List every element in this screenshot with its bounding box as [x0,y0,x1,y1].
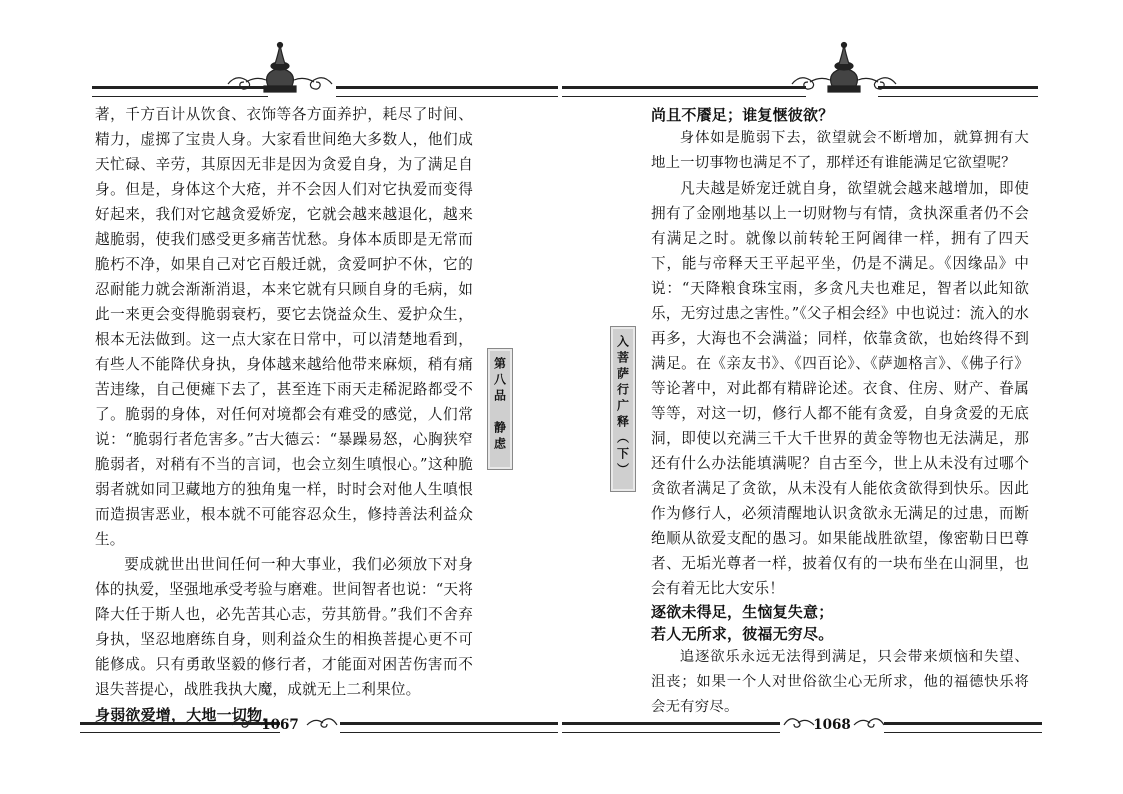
right-page [562,0,1123,794]
header-rule-right-a [562,86,806,97]
left-page [0,0,561,794]
cloud-scroll-icon [852,711,886,731]
treasure-vase-icon [220,40,340,96]
chapter-side-tab [487,348,513,470]
chapter-tab-label: 第八品 静虑 [492,357,507,453]
right-paragraph-1: 身体如是脆弱下去，欲望就会不断增加，就算拥有大地上一切事物也满足不了，那样还有谁能满足它欲望呢？ [651,130,1029,171]
left-body-text [95,102,473,726]
header-rule-left-b [336,86,558,97]
footer-rule-right-b [884,722,1042,733]
right-verse-mid-2: 若人无所求，彼福无穷尽。 [651,625,834,643]
right-verse-top: 尚且不餍足；谁复惬彼欲？ [651,106,834,124]
left-paragraph-1: 著，千方百计从饮食、衣饰等各方面养护，耗尽了时间、精力，虚掷了宝贵人身。大家看世间绝大多数人，他们成天忙碌、辛劳，其原因无非是因为贪爱自身，为了满足自身。但是，身体这个大疮，并不会因人们对它执爱而变得好起来，我们对它越贪爱娇宠，它就会越来越退化，越来越脆弱，使我们感受更多痛苦忧愁。身体本质即是无常而脆朽不净，如果自己对它百般迁就，贪爱呵护不休，它的忍耐能力就会渐渐消退，本来它就有只顾自身的毛病，如此一来更会变得脆弱衰朽，要它去饶益众生、爱护众生，根本无法做到。这一点大家在日常中，可以清楚地看到，有些人不能降伏身执，身体越来越给他带来麻烦，稍有痛苦违缘，自己便瘫下去了，甚至连下雨天走稀泥路都受不了。脆弱的身体，对任何对境都会有难受的感觉，人们常说：“脆弱行者危害多。”古大德云：“暴躁易怒，心胸狭窄脆弱者，对稍有不当的言词，也会立刻生嗔恨心。”这种脆弱者就如同卫藏地方的独角鬼一样，时时会对他人生嗔恨而造损害恶业，根本就不可能容忍众生，修持善法利益众生。 [95,106,473,548]
right-verse-mid-1: 逐欲未得足，生恼复失意； [651,603,834,621]
page-number-right: 1068 [813,717,851,733]
cloud-scroll-icon [305,711,339,731]
footer-rule-right-a [562,722,780,733]
left-verse: 身弱欲爱增，大地一切物， [95,706,278,724]
right-paragraph-3: 追逐欲乐永远无法得到满足，只会带来烦恼和失望、沮丧；如果一个人对世俗欲尘心无所求，他的福德快乐将会无有穷尽。 [651,649,1029,715]
right-paragraph-2: 凡夫越是娇宠迁就自身，欲望就会越来越增加，即使拥有了金刚地基以上一切财物与有情，贪执深重者仍不会有满足之时。就像以前转轮王阿阇律一样，拥有了四天下，能与帝释天王平起平坐，仍是不满足。《因缘品》中说：“天降粮食珠宝雨，多贪凡夫也难足，智者以此知欲乐，无穷过患之害性。”《父子相会经》中也说过：流入的水再多，大海也不会满溢；同样，依靠贪欲，也始终得不到满足。在《亲友书》、《四百论》、《萨迦格言》、《佛子行》等论著中，对此都有精辟论述。衣食、住房、财产、眷属等等，对这一切，修行人都不能有贪爱，自身贪爱的无底洞，即使以充满三千大千世界的黄金等物也无法满足，那还有什么办法能填满呢？自古至今，世上从未没有过哪个贪欲者满足了贪欲，从未没有人能依贪欲得到快乐。因此作为修行人，必须清醒地认识贪欲永无满足的过患，而断绝顺从欲爱支配的愚习。如果能战胜欲望，像密勒日巴尊者、无垢光尊者一样，披着仅有的一块布坐在山洞里，也会有着无比大安乐！ [651,180,1029,597]
treasure-vase-icon [784,40,904,96]
book-tab-label: 入菩萨行广释（下） [615,335,630,479]
page-number-left: 1067 [261,717,299,733]
right-body-text [651,104,1029,720]
book-side-tab [610,326,636,492]
footer-rule-left-b [340,722,558,733]
left-paragraph-2: 要成就世出世间任何一种大事业，我们必须放下对身体的执爱，坚强地承受考验与磨难。世间智者也说：“天将降大任于斯人也，必先苦其心志，劳其筋骨。”我们不舍弃身执，坚忍地磨练自身，则利益众生的相换菩提心更不可能修成。只有勇敢坚毅的修行者，才能面对困苦伤害而不退失菩提心，战胜我执大魔，成就无上二利果位。 [95,556,473,698]
